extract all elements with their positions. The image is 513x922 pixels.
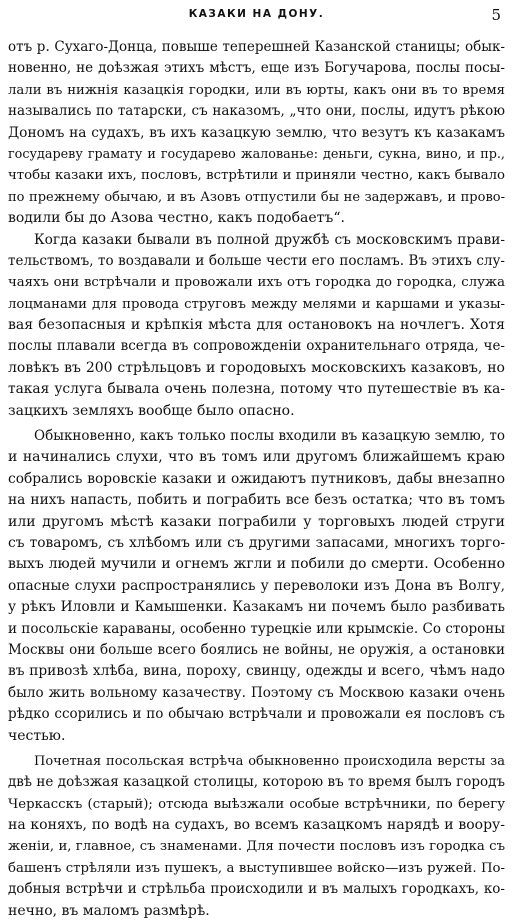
text-line: двѣ не доѣзжая казацкой столицы, которою въ то время былъ городъ [8,774,505,791]
text-line: отъ р. Сухаго-Донца, повыше теперешней Казанской станицы; обык- [8,39,505,55]
text-line: лоцманами для провода струговъ между мелями и каршами и указы- [8,296,505,312]
text-line: на нихъ напасть, побить и пограбить все безъ остатка; что въ томъ [8,492,505,509]
text-line: и посольскіе караваны, особенно турецкіе или крымскіе. Со стороны [8,620,505,637]
text-line: государеву грамату и государево жалованье: деньги, сукна, вино, и пр., [8,146,505,162]
text-line: Почетная посольская встрѣча обыкновенно происходила версты за [34,753,505,769]
text-line: водили бы до Азова честно, какъ подобаетъ“. [8,210,345,227]
text-line: ловѣкъ въ 200 стрѣльцовъ и городовыхъ московскихъ казаковъ, но [8,359,505,376]
text-line: было жить вольному казачеству. Поэтому съ Москвою казаки очень [8,684,505,701]
text-line: чаяхъ они встрѣчали и провожали ихъ отъ городка до городка, служа [8,275,505,291]
running-title: КАЗАКИ НА ДОНУ. [188,8,325,20]
text-line: тельствомъ, то воздавали и больше чести его посламъ. Въ этихъ слу- [8,252,505,269]
text-line: и начинались слухи, что въ томъ или другомъ ближайшемъ краю [8,449,505,466]
text-line: Дономъ на судахъ, въ ихъ казацкую землю, что везутъ къ казакамъ [8,124,505,141]
text-line: новенно, не доѣзжая этихъ мѣстъ, еще изъ Богучарова, послы посы- [8,60,505,77]
text-line: или другомъ мѣстѣ казаки пограбили у торговыхъ людей струги [8,513,505,530]
page-number: 5 [491,6,501,24]
text-line: Черкасскъ (старый); отсюда выѣзжали особые встрѣчники, по берегу [8,796,505,812]
text-line: Москвы они больше всего боялись не войны, не оружія, а остановки [8,641,505,658]
paragraph-4 [8,751,505,922]
text-line: у рѣкъ Иловли и Камышенки. Казакамъ ни почемъ было разбивать [8,599,505,616]
text-line: зацкихъ земляхъ вообще было опасно. [8,402,295,419]
text-line: рѣдко ссорились и по обычаю встрѣчали и провожали ея пословъ съ [8,706,505,723]
text-line: опасные слухи распространялись у переволоки изъ Дона въ Волгу, [8,577,505,594]
text-line: по прежнему обычаю, и въ Азовъ отпустили бы не задержавъ, и прово- [8,189,505,205]
text-line: честью. [8,727,66,744]
text-line: съ товаромъ, съ хлѣбомъ или съ другими запасами, многихъ торго- [8,534,505,551]
paragraph-1 [8,37,505,230]
text-line: назывались по татарски, съ наказомъ, „что они, послы, идутъ рѣкою [8,103,505,120]
text-line: нечно, въ маломъ размѣрѣ. [8,902,210,919]
paragraph-3 [8,426,505,747]
text-line: женіи, и, главное, съ знаменами. Для почести пословъ изъ городка съ [8,839,505,855]
text-line: лали въ нижнія казацкія городки, или въ юрты, какъ они въ то время [8,82,505,98]
text-line: выхъ людей мучили и огнемъ жгли и побили до смерти. Особенно [8,556,505,573]
text-line: вая безопасныя и крѣпкія мѣста для остановокъ на ночлегъ. Хотя [8,317,505,334]
text-line: собрались воровскіе казаки и ожидаютъ путниковъ, дабы внезапно [8,470,505,487]
body-text [8,37,505,922]
text-line: Обыкновенно, какъ только послы входили въ казацкую землю, то [34,428,505,445]
page-header [10,6,503,26]
text-line: Когда казаки бывали въ полной дружбѣ съ московскимъ прави- [34,231,505,248]
text-line: чтобы казаки ихъ, пословъ, встрѣтили и приняли честно, какъ бывало [8,168,505,184]
text-line: добныя встрѣчи и стрѣльба происходили и въ малыхъ городкахъ, ко- [8,881,505,898]
text-line: въ привозѣ хлѣба, вина, пороху, свинцу, одежды и всего, чѣмъ надо [8,663,505,680]
text-line: на коняхъ, по водѣ на судахъ, во всемъ казацкомъ нарядѣ и воору- [8,817,505,834]
text-line: послы плавали всегда въ сопровожденіи охранительнаго отряда, че- [8,338,505,355]
text-line: такая услуга бывала очень полезна, потому что путешествіе въ ка- [8,381,505,398]
text-line: башенъ стрѣляли изъ пушекъ, а выступившее войско—изъ ружей. По- [8,860,505,876]
paragraph-2 [8,230,505,423]
